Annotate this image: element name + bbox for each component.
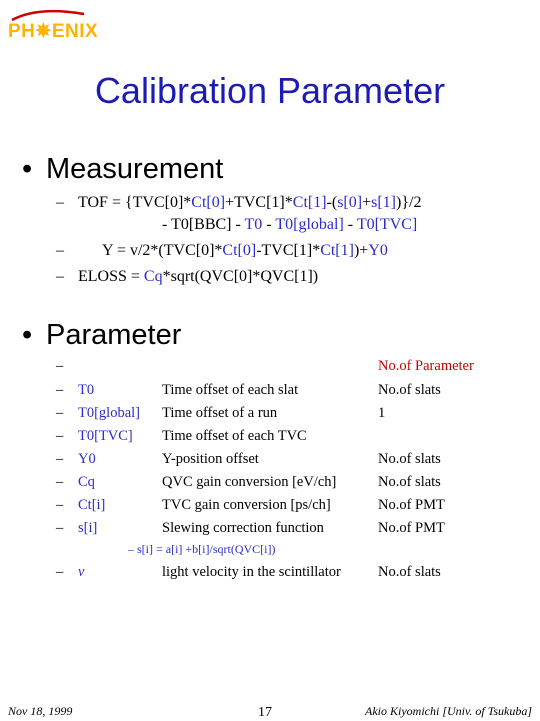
- footer-date: Nov 18, 1999: [8, 704, 73, 718]
- slewing-formula: – s[i] = a[i] +b[i]/sqrt(QVC[i]): [128, 542, 276, 556]
- param-count: No.of slats: [378, 564, 441, 580]
- bullet-glyph: •: [22, 153, 33, 185]
- y-part: Y = v/2*(TVC[0]*: [102, 242, 223, 259]
- dash-tof: –: [56, 194, 64, 211]
- table-row: [56, 405, 526, 425]
- param-desc: Y-position offset: [162, 451, 259, 467]
- dash: –: [56, 474, 64, 490]
- param-desc: QVC gain conversion [eV/ch]: [162, 474, 337, 490]
- dash: –: [56, 520, 64, 536]
- tof-part: )}/2: [396, 194, 422, 211]
- page-number: 17: [258, 705, 272, 720]
- param-name: s[i]: [78, 520, 98, 536]
- param-count: No.of slats: [378, 474, 441, 490]
- param-name: T0: [78, 382, 95, 398]
- dash: –: [56, 382, 64, 398]
- param-name: T0[TVC]: [78, 428, 133, 444]
- y-part: -TVC[1]*: [256, 242, 321, 259]
- measurement-heading: [22, 153, 223, 186]
- y-ct1: Ct[1]: [320, 242, 354, 259]
- param-count: 1: [378, 405, 386, 421]
- dash: –: [56, 405, 64, 421]
- param-name: T0[global]: [78, 405, 141, 421]
- page-title: Calibration Parameter: [94, 70, 446, 111]
- param-desc: light velocity in the scintillator: [162, 564, 341, 580]
- measurement-heading-text: Measurement: [46, 153, 224, 185]
- table-row: [56, 451, 526, 471]
- dash: –: [56, 358, 64, 374]
- header-count-label: No.of Parameter: [378, 358, 474, 374]
- param-count: No.of PMT: [378, 520, 445, 536]
- table-row: [56, 474, 526, 494]
- tof2-part: -: [262, 216, 276, 233]
- eloss-equation: [78, 268, 318, 286]
- y-y0: Y0: [368, 242, 388, 259]
- bullet-glyph: •: [22, 319, 33, 351]
- table-row: [56, 564, 526, 584]
- param-name: Cq: [78, 474, 95, 490]
- param-desc: TVC gain conversion [ps/ch]: [162, 497, 331, 513]
- tof2-t0: T0: [244, 216, 263, 233]
- footer-author: Akio Kiyomichi [Univ. of Tsukuba]: [365, 704, 532, 718]
- phenix-logo: [8, 8, 118, 44]
- param-count: No.of slats: [378, 451, 441, 467]
- dash-y: –: [56, 242, 64, 259]
- y-part: )+: [353, 242, 369, 259]
- logo-text: PH✵ENIX: [8, 21, 99, 42]
- tof2-part: - T0[BBC] -: [162, 216, 245, 233]
- param-desc: Time offset of a run: [162, 405, 278, 421]
- y-equation: [102, 242, 388, 260]
- tof2-t0-global: T0[global]: [275, 216, 344, 233]
- eloss-part: ELOSS =: [78, 268, 144, 285]
- tof-ct1: Ct[1]: [292, 194, 327, 211]
- dash-eloss: –: [56, 268, 64, 285]
- param-count: No.of slats: [378, 382, 441, 398]
- table-row: [56, 382, 526, 402]
- dash: –: [56, 428, 64, 444]
- tof-s0: s[0]: [337, 194, 363, 211]
- y-ct0: Ct[0]: [222, 242, 257, 259]
- dash: –: [56, 497, 64, 513]
- param-name: Ct[i]: [78, 497, 106, 513]
- param-name: v: [78, 564, 85, 580]
- tof-part: +: [362, 194, 372, 211]
- tof-equation-line1: [78, 194, 421, 212]
- eloss-part: *sqrt(QVC[0]*QVC[1]): [162, 268, 319, 285]
- tof-s1: s[1]: [371, 194, 397, 211]
- param-desc: Time offset of each TVC: [162, 428, 307, 444]
- param-name: Y0: [78, 451, 96, 467]
- dash: –: [56, 451, 64, 467]
- param-desc: Slewing correction function: [162, 520, 324, 536]
- tof2-part: -: [343, 216, 357, 233]
- tof-part: -(: [326, 194, 338, 211]
- table-row: [56, 428, 526, 448]
- eloss-cq: Cq: [143, 268, 163, 285]
- table-row: [56, 497, 526, 517]
- table-row: [56, 520, 526, 540]
- parameter-table-header: [56, 358, 526, 378]
- param-desc: Time offset of each slat: [162, 382, 299, 398]
- parameter-heading: [22, 319, 181, 352]
- tof2-t0-tvc: T0[TVC]: [356, 216, 418, 233]
- parameter-heading-text: Parameter: [46, 319, 182, 351]
- tof-ct0: Ct[0]: [191, 194, 226, 211]
- param-count: No.of PMT: [378, 497, 445, 513]
- tof-equation-line2: [162, 216, 417, 234]
- dash: –: [56, 564, 64, 580]
- tof-part: TOF = {TVC[0]*: [78, 194, 192, 211]
- tof-part: +TVC[1]*: [225, 194, 293, 211]
